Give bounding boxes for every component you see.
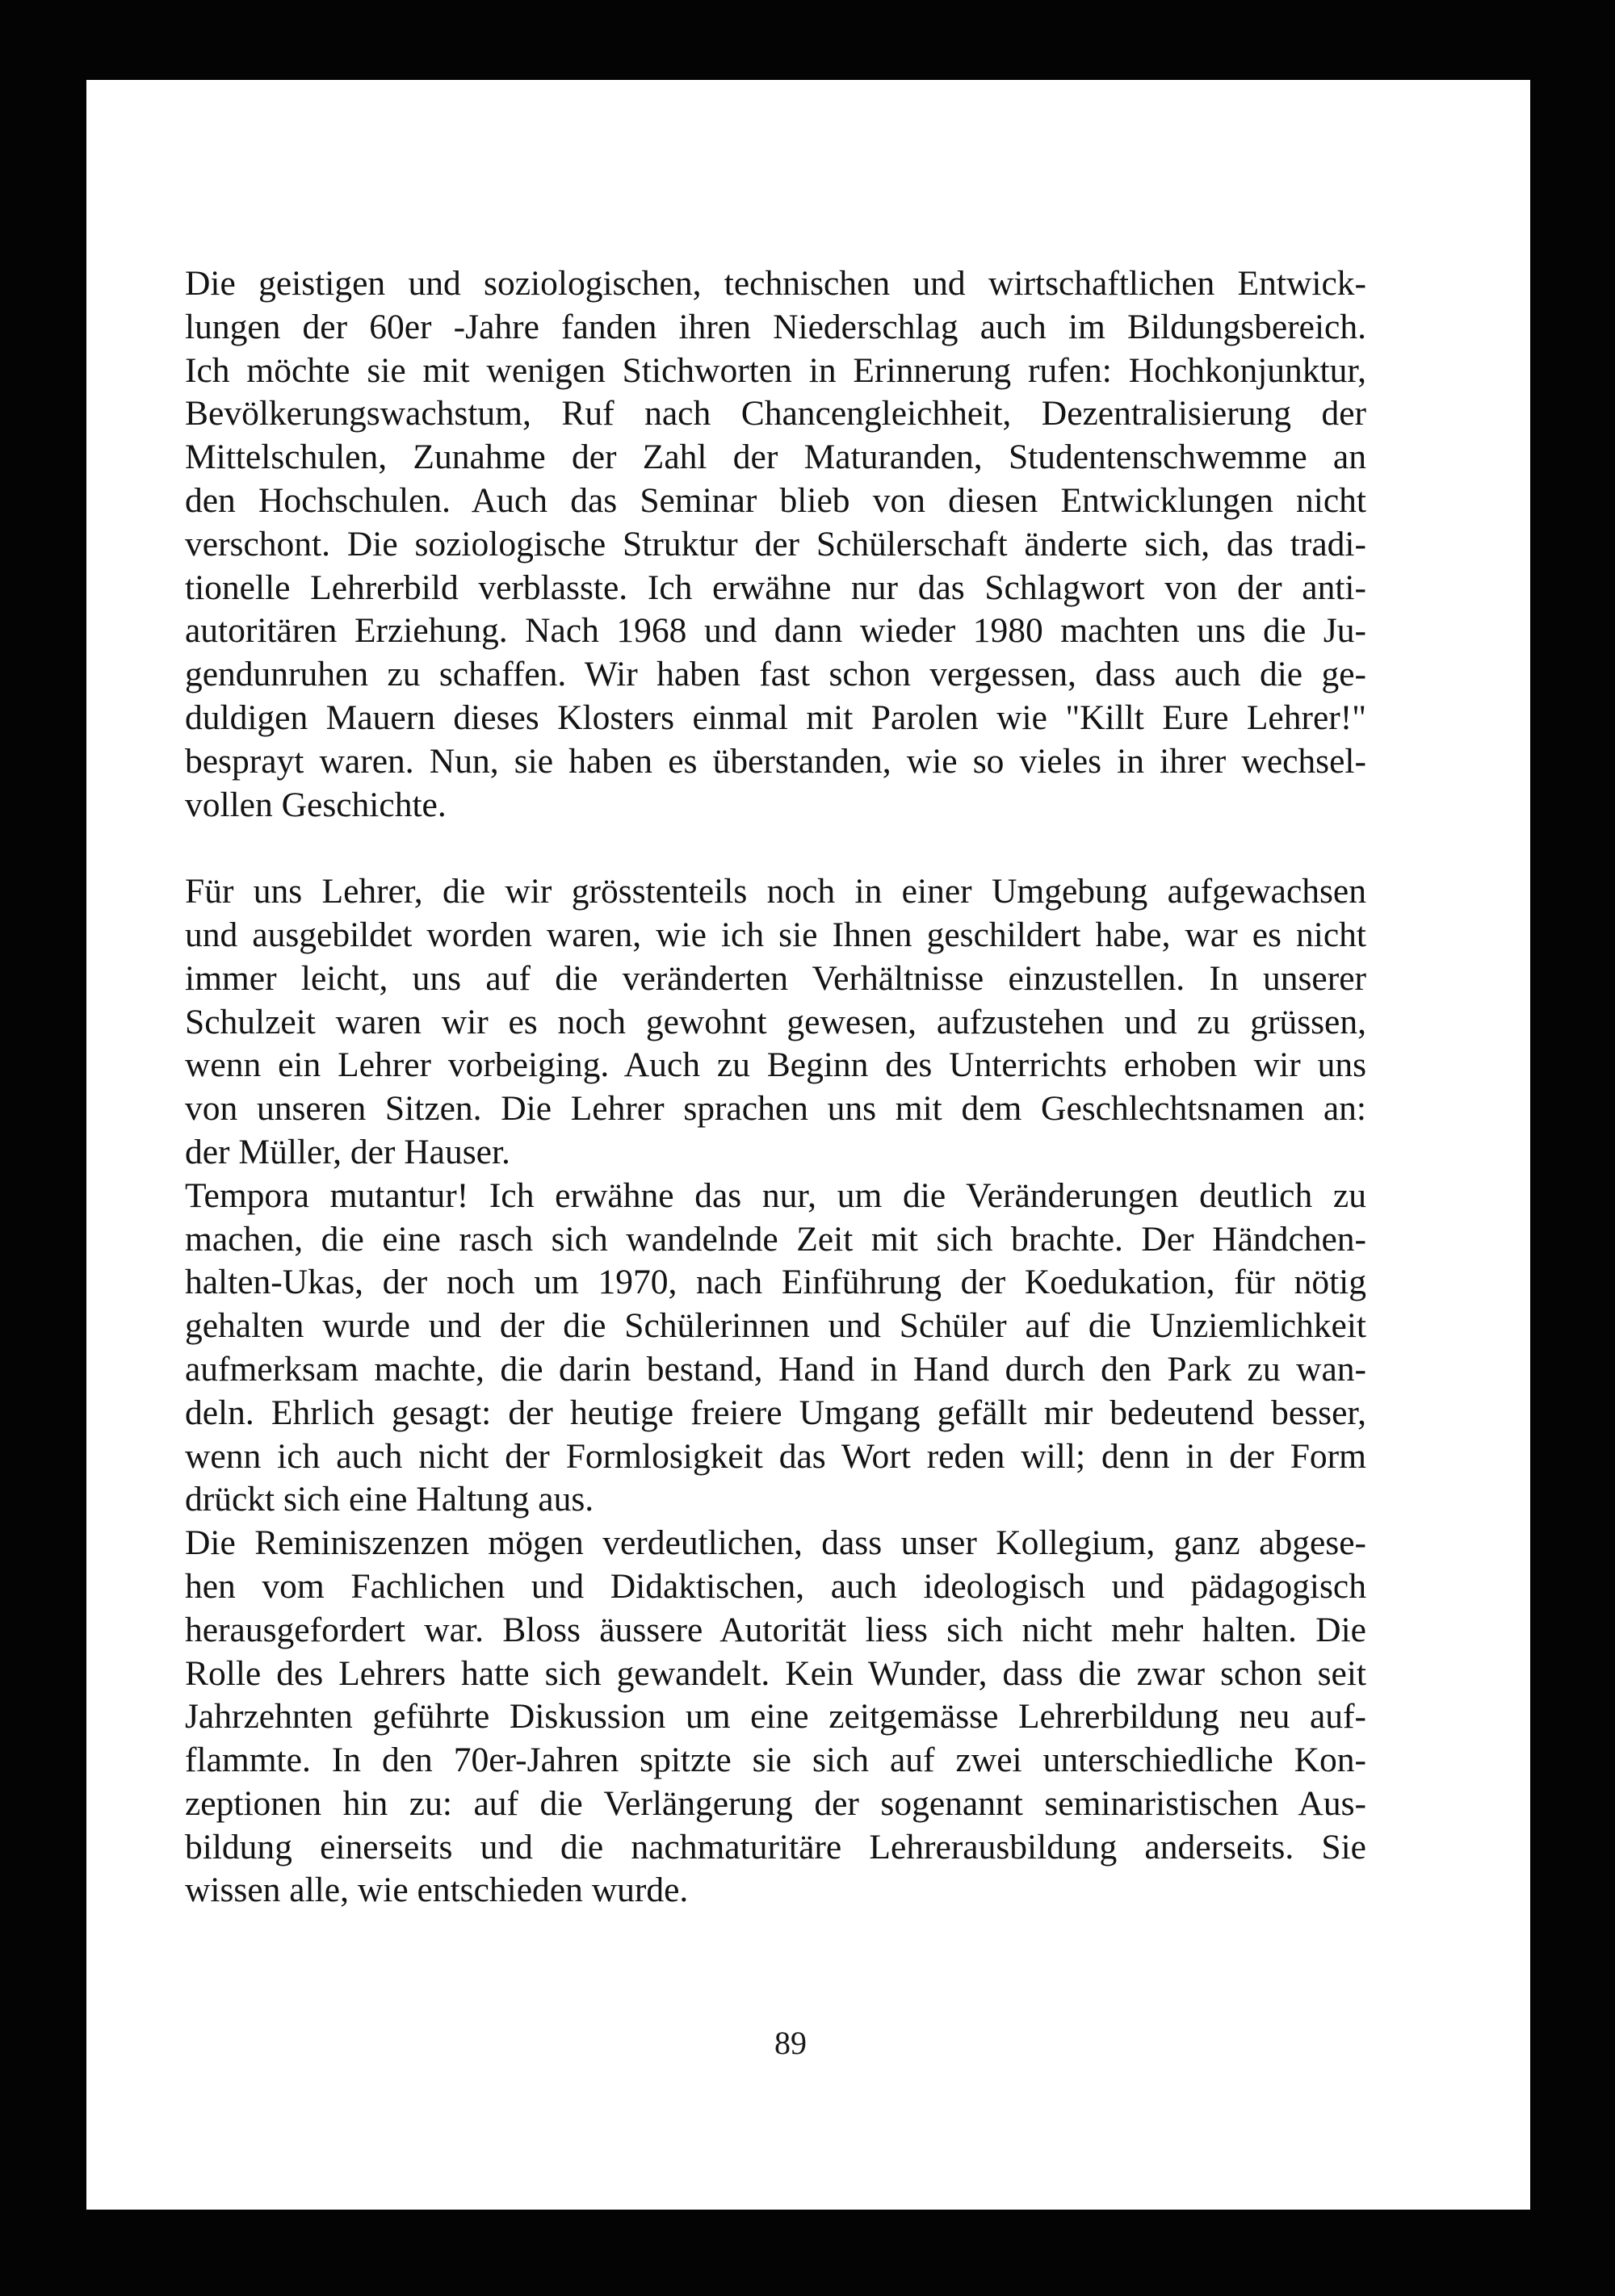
text-line: gehalten wurde und der die Schülerinnen und Schüler auf die Unziemlichkeit	[185, 1306, 1366, 1346]
text-line: immer leicht, uns auf die veränderten Verhältnisse einzustellen. In unserer	[185, 958, 1366, 998]
text-line: herausgefordert war. Bloss äussere Autorität liess sich nicht mehr halten. Die	[185, 1610, 1366, 1649]
text-line: tionelle Lehrerbild verblasste. Ich erwähne nur das Schlagwort von der anti-	[185, 568, 1366, 607]
paragraph-1	[185, 262, 1366, 827]
text-line: Rolle des Lehrers hatte sich gewandelt. Kein Wunder, dass die zwar schon seit	[185, 1653, 1366, 1693]
text-line: duldigen Mauern dieses Klosters einmal mit Parolen wie "Killt Eure Lehrer!"	[185, 698, 1366, 737]
text-line: wissen alle, wie entschieden wurde.	[185, 1871, 689, 1910]
text-line: Für uns Lehrer, die wir grösstenteils noch in einer Umgebung aufgewachsen	[185, 872, 1366, 911]
text-line: den Hochschulen. Auch das Seminar blieb von diesen Entwicklungen nicht	[185, 480, 1366, 520]
text-line: Jahrzehnten geführte Diskussion um eine zeitgemässe Lehrerbildung neu auf-	[185, 1697, 1366, 1737]
text-line: Tempora mutantur! Ich erwähne das nur, um die Veränderungen deutlich zu	[185, 1175, 1366, 1215]
paragraph-3	[185, 1175, 1366, 1522]
page-number	[86, 2023, 1530, 2063]
text-line: bildung einerseits und die nachmaturitäre Lehrerausbildung anderseits. Sie	[185, 1827, 1366, 1867]
text-line: der Müller, der Hauser.	[185, 1132, 510, 1171]
text-line: Die Reminiszenzen mögen verdeutlichen, dass unser Kollegium, ganz abgese-	[185, 1523, 1366, 1563]
text-line: hen vom Fachlichen und Didaktischen, auch ideologisch und pädagogisch	[185, 1566, 1366, 1606]
text-line: flammte. In den 70er-Jahren spitzte sie sich auf zwei unterschiedliche Kon-	[185, 1741, 1366, 1780]
text-line: Bevölkerungswachstum, Ruf nach Chancengleichheit, Dezentralisierung der	[185, 394, 1366, 434]
text-line: von unseren Sitzen. Die Lehrer sprachen uns mit dem Geschlechtsnamen an:	[185, 1089, 1366, 1129]
paragraph-2	[185, 870, 1366, 1175]
text-line: Ich möchte sie mit wenigen Stichworten in Erinnerung rufen: Hochkonjunktur,	[185, 350, 1366, 390]
text-line: und ausgebildet worden waren, wie ich sie Ihnen geschildert habe, war es nicht	[185, 915, 1366, 954]
document-page	[86, 80, 1530, 2210]
text-line: gendunruhen zu schaffen. Wir haben fast schon vergessen, dass auch die ge-	[185, 655, 1366, 694]
text-line: verschont. Die soziologische Struktur der Schülerschaft änderte sich, das tradi-	[185, 524, 1366, 564]
text-line: lungen der 60er -Jahre fanden ihren Niederschlag auch im Bildungsbereich.	[185, 307, 1366, 346]
paragraph-spacer	[185, 827, 1366, 870]
text-line: Die geistigen und soziologischen, technischen und wirtschaftlichen Entwick-	[185, 264, 1366, 303]
text-line: Mittelschulen, Zunahme der Zahl der Maturanden, Studentenschwemme an	[185, 438, 1366, 477]
text-line: zeptionen hin zu: auf die Verlängerung der sogenannt seminaristischen Aus-	[185, 1783, 1366, 1823]
page-number-label: 89	[774, 2025, 807, 2061]
text-line: deln. Ehrlich gesagt: der heutige freiere Umgang gefällt mir bedeutend besser,	[185, 1393, 1366, 1432]
text-line: wenn ich auch nicht der Formlosigkeit das Wort reden will; denn in der Form	[185, 1436, 1366, 1476]
text-line: besprayt waren. Nun, sie haben es überstanden, wie so vieles in ihrer wechsel-	[185, 741, 1366, 781]
text-line: aufmerksam machte, die darin bestand, Hand in Hand durch den Park zu wan-	[185, 1349, 1366, 1389]
text-line: Schulzeit waren wir es noch gewohnt gewesen, aufzustehen und zu grüssen,	[185, 1002, 1366, 1041]
text-line: halten-Ukas, der noch um 1970, nach Einführung der Koedukation, für nötig	[185, 1263, 1366, 1302]
body-text	[185, 262, 1366, 1913]
paragraph-4	[185, 1522, 1366, 1913]
text-line: machen, die eine rasch sich wandelnde Zeit mit sich brachte. Der Händchen-	[185, 1219, 1366, 1259]
text-line: autoritären Erziehung. Nach 1968 und dann wieder 1980 machten uns die Ju-	[185, 611, 1366, 651]
text-line: drückt sich eine Haltung aus.	[185, 1480, 594, 1519]
text-line: vollen Geschichte.	[185, 785, 447, 824]
text-line: wenn ein Lehrer vorbeiging. Auch zu Beginn des Unterrichts erhoben wir uns	[185, 1045, 1366, 1085]
